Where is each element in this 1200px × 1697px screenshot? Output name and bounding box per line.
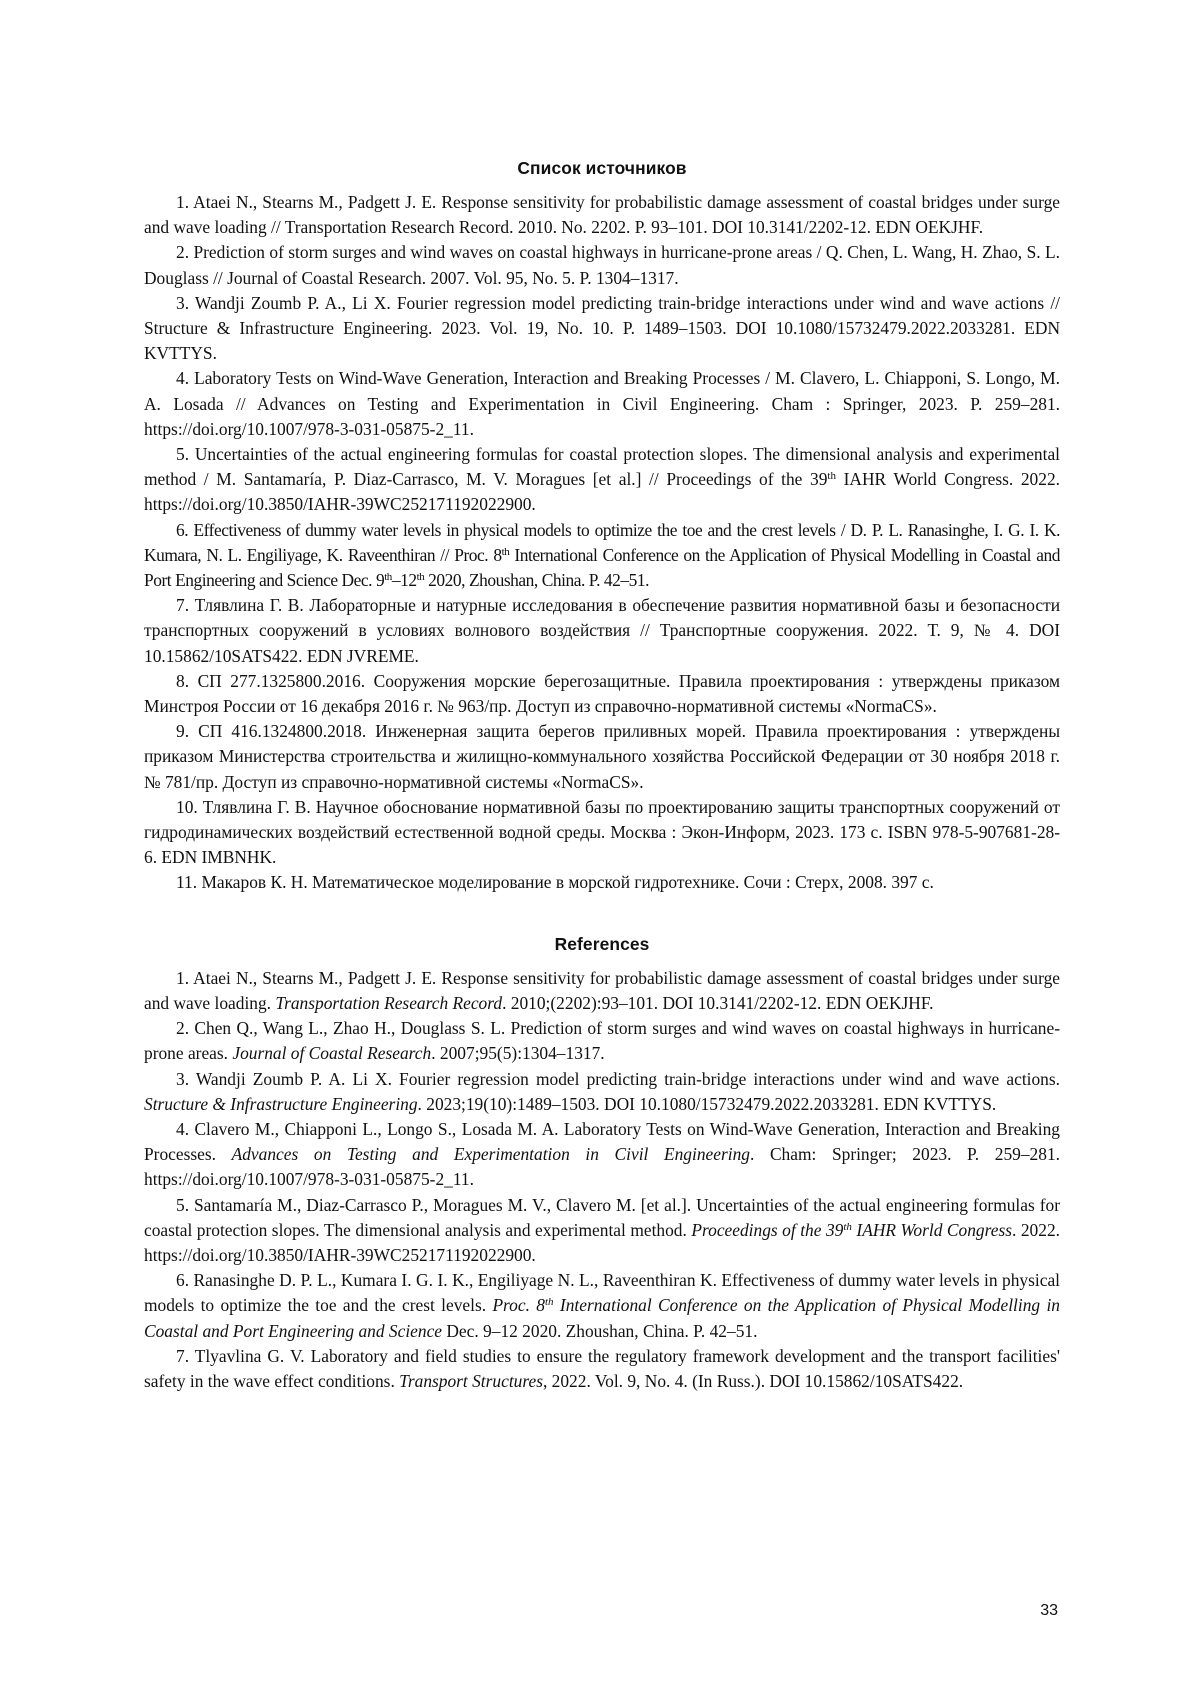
ru-reference-item: 9. СП 416.1324800.2018. Инженерная защита берегов приливных морей. Правила проектирования : утверждены приказом Министерства строительства и жилищно-коммунального хозяйства Российской Федерации от 30 ноября 2018 г. № 781/пр. Доступ из справочно-нормативной системы «NormaCS».	[144, 719, 1060, 795]
ref-source-title: Structure & Infrastructure Engineering	[144, 1094, 418, 1114]
ref-text: IAHR World Congress. 2022. https://doi.org/10.3850/IAHR-39WC252171192022900.	[144, 469, 1060, 514]
ref-source-title-part: Proc. 8	[492, 1295, 545, 1315]
ref-source-title-part: Proceedings of the 39	[691, 1220, 843, 1240]
document-page	[0, 0, 1200, 1697]
ref-text: 6. Ranasinghe D. P. L., Kumara I. G. I. K., Engiliyage N. L., Raveenthiran K. Effectiveness of dummy water levels in physical models to optimize the toe and the crest levels.	[144, 1270, 1060, 1315]
ref-text: . 2023;19(10):1489–1503. DOI 10.1080/15732479.2022.2033281. EDN KVTTYS.	[418, 1094, 997, 1114]
ref-superscript: th	[417, 571, 425, 583]
en-reference-item	[144, 1016, 1060, 1066]
ref-source-title	[691, 1220, 1012, 1240]
ru-section-title: Список источников	[144, 156, 1060, 180]
ref-superscript: th	[384, 571, 392, 583]
ref-text: 7. Tlyavlina G. V. Laboratory and field studies to ensure the regulatory framework development and the transport facilities' safety in the wave effect conditions.	[144, 1346, 1060, 1391]
ru-reference-item: 3. Wandji Zoumb P. A., Li X. Fourier regression model predicting train-bridge interactions under wind and wave actions // Structure & Infrastructure Engineering. 2023. Vol. 19, No. 10. P. 1489–1503. DOI 10.1080/15732479.2022.2033281. EDN KVTTYS.	[144, 291, 1060, 367]
ref-text: –12	[392, 570, 417, 590]
ref-text: 3. Wandji Zoumb P. A. Li X. Fourier regression model predicting train-bridge interactions under wind and wave actions.	[176, 1069, 1060, 1089]
ref-text: 2. Chen Q., Wang L., Zhao H., Douglass S. L. Prediction of storm surges and wind waves on coastal highways in hurricane-prone areas.	[144, 1018, 1060, 1063]
ru-reference-item: 8. СП 277.1325800.2016. Сооружения морские берегозащитные. Правила проектирования : утверждены приказом Минстроя России от 16 декабря 2016 г. № 963/пр. Доступ из справочно-нормативной системы «NormaCS».	[144, 669, 1060, 719]
ref-text: . Cham: Springer; 2023. P. 259–281. https://doi.org/10.1007/978-3-031-05875-2_11.	[144, 1144, 1060, 1189]
page-number: 33	[1040, 1602, 1058, 1620]
ref-text: 5. Uncertainties of the actual engineering formulas for coastal protection slopes. The dimensional analysis and experimental method / M. Santamaría, P. Diaz-Carrasco, M. V. Moragues [et al.] // Proceedings of the 39	[144, 444, 1060, 489]
ru-reference-item	[144, 518, 1060, 594]
ru-reference-item: 1. Ataei N., Stearns M., Padgett J. E. Response sensitivity for probabilistic damage assessment of coastal bridges under surge and wave loading // Transportation Research Record. 2010. No. 2202. P. 93–101. DOI 10.3141/2202-12. EDN OEKJHF.	[144, 190, 1060, 240]
page-content	[144, 156, 1060, 1394]
ref-text: 1. Ataei N., Stearns M., Padgett J. E. Response sensitivity for probabilistic damage assessment of coastal bridges under surge and wave loading.	[144, 968, 1060, 1013]
ref-superscript: th	[843, 1221, 852, 1233]
ref-source-title: Transport Structures	[399, 1371, 543, 1391]
ref-text: International Conference on the Application of Physical Modelling in Coastal and Port Engineering and Science Dec. 9	[144, 545, 1060, 590]
ref-text: 5. Santamaría M., Diaz-Carrasco P., Moragues M. V., Clavero M. [et al.]. Uncertainties of the actual engineering formulas for coastal protection slopes. The dimensional analysis and experimental method.	[144, 1195, 1060, 1240]
ref-text: . 2022. https://doi.org/10.3850/IAHR-39WC252171192022900.	[144, 1220, 1060, 1265]
ref-source-title: Advances on Testing and Experimentation in Civil Engineering	[232, 1144, 750, 1164]
ref-text: 6. Effectiveness of dummy water levels in physical models to optimize the toe and the crest levels / D. P. L. Ranasinghe, I. G. I. K. Kumara, N. L. Engiliyage, K. Raveenthiran // Proc. 8	[144, 520, 1060, 565]
ref-text: . 2010;(2202):93–101. DOI 10.3141/2202-12. EDN OEKJHF.	[502, 993, 933, 1013]
ref-text: . 2007;95(5):1304–1317.	[431, 1043, 604, 1063]
ref-text: 4. Clavero M., Chiapponi L., Longo S., Losada M. A. Laboratory Tests on Wind-Wave Generation, Interaction and Breaking Processes.	[144, 1119, 1060, 1164]
en-section-title: References	[144, 932, 1060, 956]
ru-reference-item: 10. Тлявлина Г. В. Научное обоснование нормативной базы по проектированию защиты транспортных сооружений от гидродинамических воздействий естественной водной среды. Москва : Экон-Информ, 2023. 173 с. ISBN 978-5-907681-28-6. EDN IMBNHK.	[144, 795, 1060, 871]
ru-reference-item: 7. Тлявлина Г. В. Лабораторные и натурные исследования в обеспечение развития нормативной базы и безопасности транспортных сооружений в условиях волнового воздействия // Транспортные сооружения. 2022. Т. 9, № 4. DOI 10.15862/10SATS422. EDN JVREME.	[144, 593, 1060, 669]
ru-reference-item	[144, 442, 1060, 518]
ref-text: Dec. 9–12 2020. Zhoushan, China. P. 42–51.	[442, 1321, 757, 1341]
en-reference-item	[144, 1117, 1060, 1193]
ru-reference-item: 2. Prediction of storm surges and wind waves on coastal highways in hurricane-prone areas / Q. Chen, L. Wang, H. Zhao, S. L. Douglass // Journal of Coastal Research. 2007. Vol. 95, No. 5. P. 1304–1317.	[144, 240, 1060, 290]
ru-reference-item: 4. Laboratory Tests on Wind-Wave Generation, Interaction and Breaking Processes / M. Clavero, L. Chiapponi, S. Longo, M. A. Losada // Advances on Testing and Experimentation in Civil Engineering. Cham : Springer, 2023. P. 259–281. https://doi.org/10.1007/978-3-031-05875-2_11.	[144, 366, 1060, 442]
en-reference-item	[144, 1193, 1060, 1269]
ref-source-title-part: International Conference on the Application of Physical Modelling in Coastal and Port Engineering and Science	[144, 1295, 1060, 1340]
ref-text: 2020, Zhoushan, China. P. 42–51.	[424, 570, 649, 590]
en-reference-item	[144, 1268, 1060, 1344]
ref-superscript: th	[545, 1296, 554, 1308]
ref-source-title: Transportation Research Record	[275, 993, 502, 1013]
ref-superscript: th	[827, 470, 836, 482]
ref-source-title: Journal of Coastal Research	[232, 1043, 431, 1063]
en-reference-item	[144, 1344, 1060, 1394]
ref-superscript: th	[502, 546, 510, 558]
en-reference-item	[144, 966, 1060, 1016]
ref-source-title-part: IAHR World Congress	[852, 1220, 1012, 1240]
ref-text: , 2022. Vol. 9, No. 4. (In Russ.). DOI 10.15862/10SATS422.	[543, 1371, 963, 1391]
ru-reference-item: 11. Макаров К. Н. Математическое моделирование в морской гидротехнике. Сочи : Стерх, 2008. 397 с.	[144, 870, 1060, 895]
en-reference-item	[144, 1067, 1060, 1117]
